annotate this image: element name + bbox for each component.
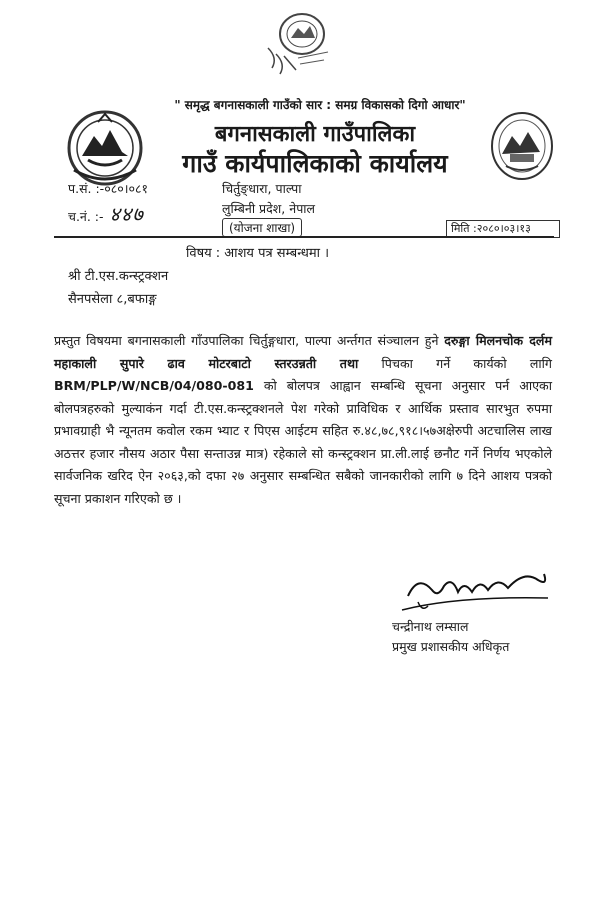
- office-name: गाउँ कार्यपालिकाको कार्यालय: [182, 149, 448, 178]
- dispatch-number: [68, 200, 144, 227]
- municipality-logo-icon: [488, 110, 556, 182]
- address-line-2: लुम्बिनी प्रदेश, नेपाल: [222, 201, 316, 216]
- body-project-name: दरुङ्गा मिलनचोक दर्लम महाकाली सुपारे ढाव मोटरबाटो स्तरउन्नती तथा: [54, 333, 552, 371]
- body-part-1: प्रस्तुत विषयमा बगनासकाली गाँउपालिका चिर्तुङ्गधारा, पाल्पा अर्न्तगत संञ्चालन हुने: [54, 333, 439, 348]
- dispatch-value: ४४७: [109, 202, 144, 226]
- recipient-address: सैनपसेला ८,बफाङ्ग: [68, 292, 157, 307]
- signatory-name: चन्द्रीनाथ लम्साल: [392, 619, 469, 634]
- motto-text: " समृद्ध बगनासकाली गाउँको सार : समग्र विकासको दिगो आधार": [174, 98, 466, 112]
- municipality-name: बगनासकाली गाउँपालिका: [214, 122, 416, 147]
- header-divider: [54, 236, 554, 238]
- reference-value: ०८०।०८१: [104, 181, 148, 196]
- letter-body: [54, 330, 552, 510]
- body-tender-number: BRM/PLP/W/NCB/04/080-081: [54, 378, 254, 393]
- subject-line: विषय : आशय पत्र सम्बन्धमा ।: [186, 246, 330, 261]
- top-seal-stamp: [258, 8, 336, 78]
- address-line-3: (योजना शाखा): [222, 218, 302, 237]
- body-part-3: पिचका गर्ने कार्यको लागि: [381, 355, 552, 371]
- reference-label: प.सं. :-: [68, 181, 105, 196]
- date-label: मिति :: [451, 222, 477, 235]
- body-part-5: को बोलपत्र आह्वान सम्बन्धि सूचना अनुसार पर्न आएका बोलपत्रहरुको मुल्याकंन गर्दा टी.एस.कन्स्ट्रक्शनले पेश गरेको प्राविधिक र आर्थिक प्रस्ताव सारभुत रुपमा प्रभावग्राही भै न्यूनतम कवोल रकम भ्याट र पिएस आईटम सहित रु.४८,७८,९१८।५७अक्षेरुपी अटचालिस लाख अठत्तर हजार नौसय अठार पैसा सन्ताउन्न मात्र) रहेकाले सो कन्स्ट्रक्शन प्रा.ली.लाई छनौट गर्ने निर्णय भएकोले सार्वजनिक खरिद ऐन २०६३,को दफा २७ अनुसार सम्बन्धित सबैको जानकारीको लागि ७ दिने आशय पत्रको सूचना प्रकाशन गरिएको छ ।: [54, 378, 552, 506]
- recipient-name: श्री टी.एस.कन्स्ट्रक्शन: [68, 269, 169, 284]
- signatory-title: प्रमुख प्रशासकीय अधिकृत: [392, 639, 510, 654]
- date-value: २०८०।०३।१३: [476, 222, 531, 235]
- address-line-1: चिर्तुङ्धारा, पाल्पा: [222, 181, 302, 196]
- signature-mark: [398, 566, 558, 616]
- reference-number: [68, 180, 148, 197]
- nepal-emblem-icon: [64, 108, 146, 188]
- dispatch-label: च.नं. :-: [68, 209, 104, 224]
